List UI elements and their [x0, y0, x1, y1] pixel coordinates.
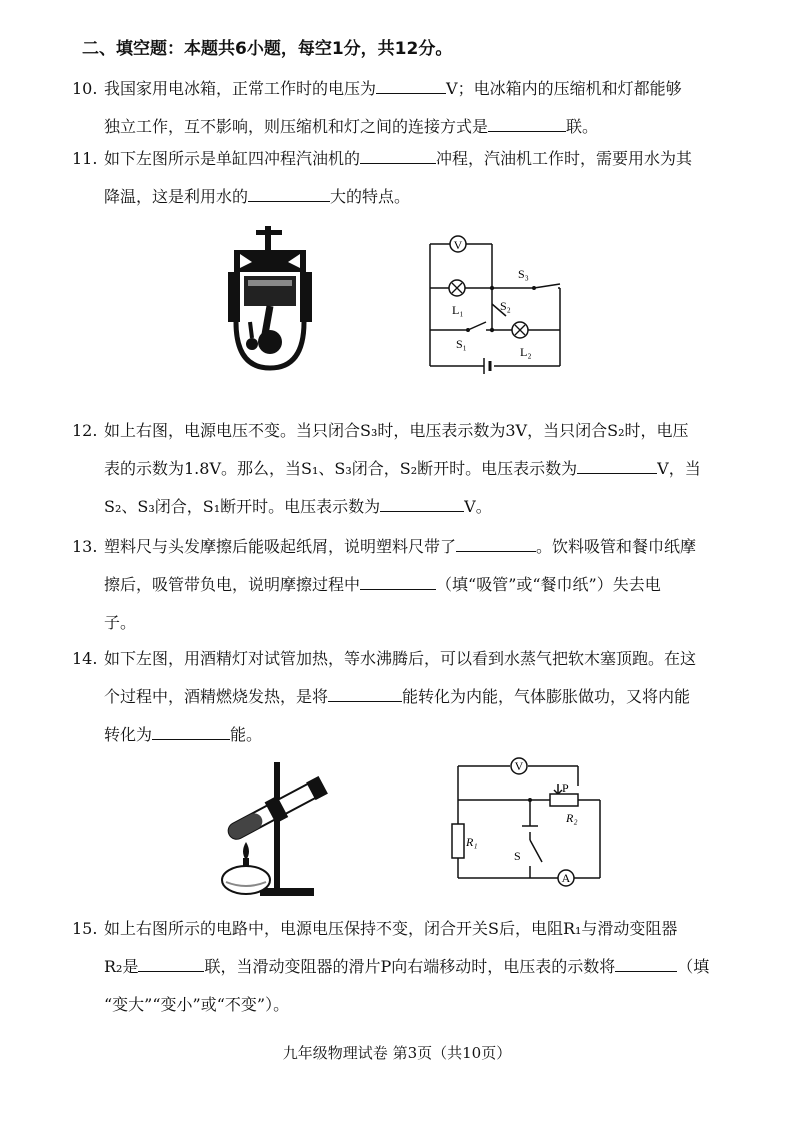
answer-blank[interactable]	[376, 75, 446, 94]
question-text: 个过程中，酒精燃烧发热，是将	[104, 687, 329, 706]
question-text: S₂、S₃闭合，S₁断开时。电压表示数为	[104, 497, 381, 516]
question-text: 子。	[104, 613, 137, 632]
slider-p-label: P	[562, 781, 569, 795]
switch-s1-label: S₁	[456, 337, 467, 351]
lamp-l1-label: L₁	[452, 303, 464, 317]
question-text: 冲程，汽油机工作时，需要用水为其	[436, 149, 693, 168]
question-number: 10.	[72, 79, 98, 98]
question-text: （填	[677, 957, 710, 976]
question-15	[72, 910, 722, 1024]
question-text: 转化为	[104, 725, 153, 744]
question-text: 降温，这是利用水的	[104, 187, 249, 206]
question-number: 11.	[72, 149, 98, 168]
question-12	[72, 412, 722, 526]
answer-blank[interactable]	[488, 113, 566, 132]
page-footer: 九年级物理试卷 第3页（共10页）	[282, 1044, 512, 1062]
question-13	[72, 528, 722, 642]
question-number: 12.	[72, 421, 98, 440]
question-text: 能转化为内能，气体膨胀做功，又将内能	[402, 687, 691, 706]
question-number: 14.	[72, 649, 98, 668]
question-10	[72, 70, 722, 146]
answer-blank[interactable]	[577, 455, 657, 474]
question-text: V，当	[657, 459, 701, 478]
question-text: V。	[464, 497, 492, 516]
answer-blank[interactable]	[380, 493, 464, 512]
answer-blank[interactable]	[138, 953, 204, 972]
voltmeter-label: V	[453, 238, 463, 252]
voltmeter-label: V	[514, 759, 524, 773]
question-text: 擦后，吸管带负电，说明摩擦过程中	[104, 575, 361, 594]
question-number: 15.	[72, 919, 98, 938]
question-text: 独立工作，互不影响，则压缩机和灯之间的连接方式是	[104, 117, 489, 136]
resistor-r2-label: R₂	[566, 811, 578, 825]
answer-blank[interactable]	[152, 721, 230, 740]
question-text: 联，当滑动变阻器的滑片P向右端移动时，电压表的示数将	[204, 957, 616, 976]
question-text: “变大”“变小”或“不变”）。	[104, 995, 290, 1014]
question-text: 如下左图所示是单缸四冲程汽油机的	[104, 149, 361, 168]
answer-blank[interactable]	[456, 533, 536, 552]
answer-blank[interactable]	[360, 571, 436, 590]
question-14	[72, 640, 722, 754]
question-text: 如上右图所示的电路中，电源电压保持不变，闭合开关S后，电阻R₁与滑动变阻器	[104, 919, 678, 938]
question-text: 能。	[230, 725, 263, 744]
switch-s2-label: S₂	[500, 299, 511, 313]
circuit-diagram-2	[450, 754, 610, 892]
lamp-l2-label: L₂	[520, 345, 532, 359]
question-text: V；电冰箱内的压缩机和灯都能够	[446, 79, 682, 98]
engine-diagram	[222, 222, 318, 374]
question-11	[72, 140, 722, 216]
question-text: R₂是	[104, 957, 139, 976]
alcohol-lamp-diagram	[212, 756, 336, 902]
circuit-diagram-1	[424, 232, 572, 382]
section-title: 二、填空题：本题共6小题，每空1分，共12分。	[82, 39, 453, 59]
ammeter-label: A	[561, 871, 571, 885]
resistor-r1-label: R₁	[466, 835, 478, 849]
question-text: 。饮料吸管和餐巾纸摩	[536, 537, 697, 556]
question-text: 表的示数为1.8V。那么，当S₁、S₃闭合，S₂断开时。电压表示数为	[104, 459, 578, 478]
answer-blank[interactable]	[615, 953, 677, 972]
question-number: 13.	[72, 537, 98, 556]
question-text: 我国家用电冰箱，正常工作时的电压为	[104, 79, 377, 98]
question-text: 联。	[566, 117, 599, 136]
question-text: 塑料尺与头发摩擦后能吸起纸屑，说明塑料尺带了	[104, 537, 457, 556]
switch-s-label: S	[514, 849, 521, 863]
question-text: 如下左图，用酒精灯对试管加热，等水沸腾后，可以看到水蒸气把软木塞顶跑。在这	[104, 649, 697, 668]
question-text: 大的特点。	[330, 187, 411, 206]
answer-blank[interactable]	[248, 183, 330, 202]
answer-blank[interactable]	[328, 683, 402, 702]
question-text: 如上右图，电源电压不变。当只闭合S₃时，电压表示数为3V，当只闭合S₂时，电压	[104, 421, 689, 440]
switch-s3-label: S₃	[518, 267, 529, 281]
answer-blank[interactable]	[360, 145, 436, 164]
question-text: （填“吸管”或“餐巾纸”）失去电	[436, 575, 661, 594]
